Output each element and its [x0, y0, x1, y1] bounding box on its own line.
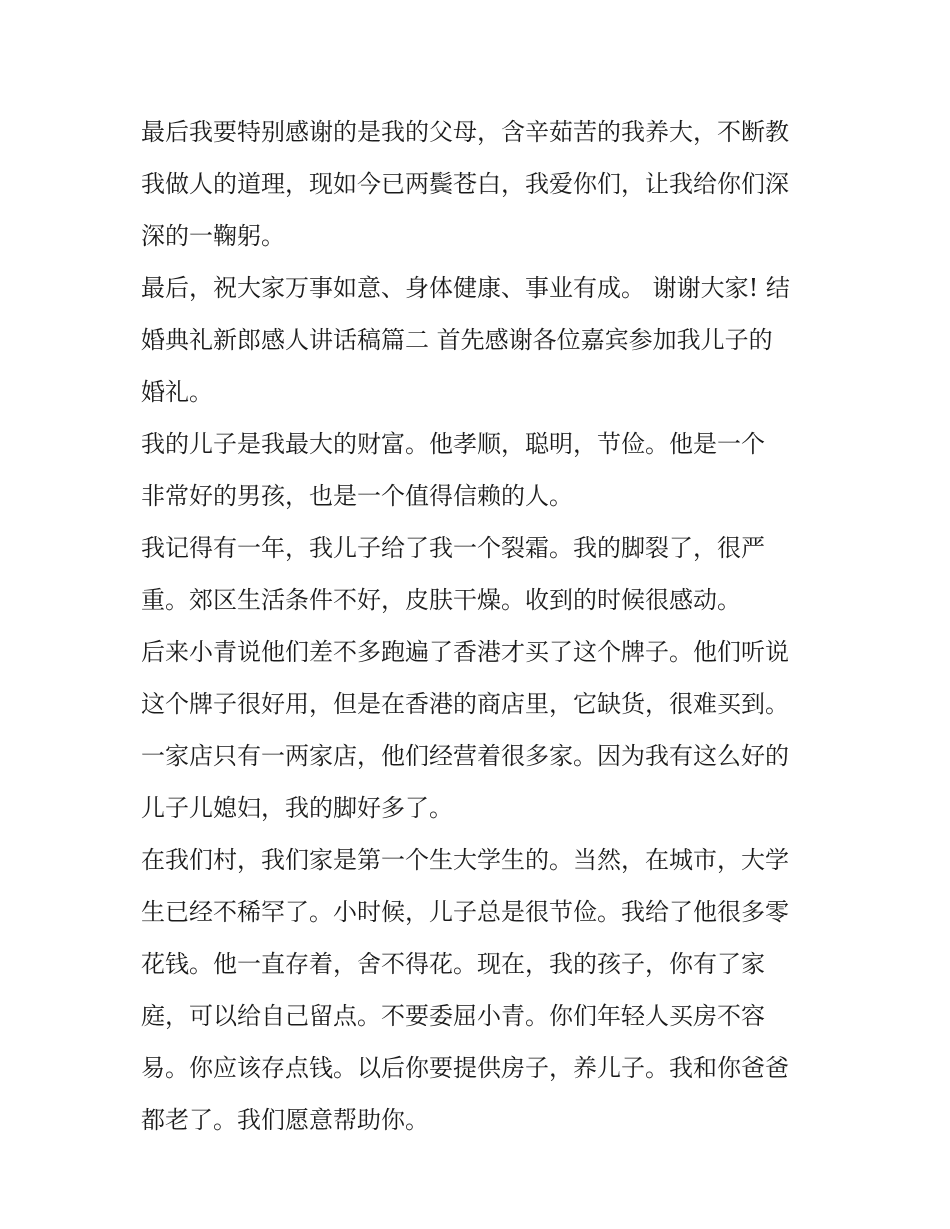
text-line: 我的儿子是我最大的财富。他孝顺，聪明，节俭。他是一个 — [141, 430, 765, 458]
text-line: 我记得有一年，我儿子给了我一个裂霜。我的脚裂了，很严 — [141, 534, 765, 562]
document-body — [141, 106, 813, 1146]
text-line: 后来小青说他们差不多跑遍了香港才买了这个牌子。他们听说 — [141, 638, 789, 666]
text-line: 都老了。我们愿意帮助你。 — [141, 1106, 429, 1134]
text-line: 生已经不稀罕了。小时候，儿子总是很节俭。我给了他很多零 — [141, 898, 789, 926]
text-line: 婚典礼新郎感人讲话稿篇二 首先感谢各位嘉宾参加我儿子的 — [141, 326, 773, 354]
text-line: 最后我要特别感谢的是我的父母，含辛茹苦的我养大，不断教 — [141, 118, 789, 146]
text-line: 重。郊区生活条件不好，皮肤干燥。收到的时候很感动。 — [141, 586, 741, 614]
text-line: 一家店只有一两家店，他们经营着很多家。因为我有这么好的 — [141, 742, 789, 770]
text-line: 易。你应该存点钱。以后你要提供房子，养儿子。我和你爸爸 — [141, 1054, 789, 1082]
text-line: 深的一鞠躬。 — [141, 222, 285, 250]
text-line: 花钱。他一直存着，舍不得花。现在，我的孩子，你有了家 — [141, 950, 765, 978]
text-line: 非常好的男孩，也是一个值得信赖的人。 — [141, 482, 573, 510]
text-line: 在我们村，我们家是第一个生大学生的。当然，在城市，大学 — [141, 846, 789, 874]
text-line: 婚礼。 — [141, 378, 213, 406]
text-line: 最后，祝大家万事如意、身体健康、事业有成。 谢谢大家! 结 — [141, 274, 790, 302]
text-line: 庭，可以给自己留点。不要委屈小青。你们年轻人买房不容 — [141, 1002, 765, 1030]
text-line: 这个牌子很好用，但是在香港的商店里，它缺货，很难买到。 — [141, 690, 789, 718]
text-line: 儿子儿媳妇，我的脚好多了。 — [141, 794, 453, 822]
text-line: 我做人的道理，现如今已两鬓苍白，我爱你们，让我给你们深 — [141, 170, 789, 198]
